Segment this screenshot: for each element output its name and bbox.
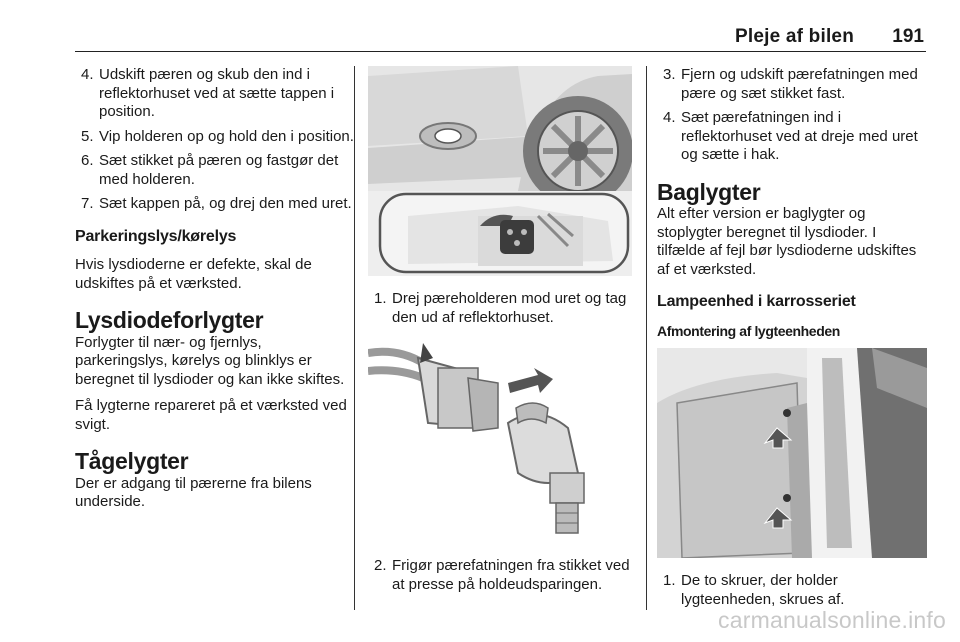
figure-fog-lamp-access: [368, 66, 632, 276]
list-item: 7. Sæt kappen på, og drej den med uret.: [81, 195, 352, 212]
paragraph: Få lygterne repareret på et værksted ved svigt.: [75, 397, 347, 433]
page-header: [75, 26, 926, 52]
column-divider: [646, 66, 647, 610]
figure-bulb-connector: [368, 333, 632, 545]
list-item: 1. Drej pæreholderen mod uret og tag den ud af reflektorhuset.: [374, 290, 627, 326]
page-number: 191: [892, 26, 924, 47]
list-item: 4. Sæt pærefatningen ind i reflektorhuset ved at dreje med uret og sætte i hak.: [663, 109, 918, 163]
heading-parking-lights: Parkeringslys/kørelys: [75, 227, 237, 245]
column-1: [75, 66, 355, 520]
step-list: [657, 572, 927, 609]
list-item: 4. Udskift pæren og skub den ind i reflektorhuset ved at sætte tappen i position.: [81, 66, 335, 120]
list-item: 5. Vip holderen op og hold den i position.: [81, 127, 354, 145]
heading-dismount: Afmontering af lygteenheden: [657, 322, 840, 339]
heading-body-lamp-unit: Lampeenhed i karrosseriet: [657, 293, 856, 310]
figure-tail-lamp-screws: [657, 348, 927, 558]
paragraph: Forlygter til nær- og fjernlys, parkeringslys, kørelys og blinklys er beregnet til lysdioder og kan ikke skiftes.: [75, 333, 345, 388]
list-item: 2. Frigør pærefatningen fra stikket ved at presse på holdeudsparingen.: [374, 557, 630, 593]
step-list: [368, 290, 632, 327]
list-item: 3. Fjern og udskift pærefatningen med pære og sæt stikket fast.: [663, 66, 918, 102]
step-list: [368, 557, 632, 594]
fog-lamp-illustration: [368, 66, 632, 276]
list-item: 1. De to skruer, der holder lygteenheden, skrues af.: [663, 572, 845, 608]
heading-tail-lights: Baglygter: [657, 178, 761, 205]
column-2: [368, 66, 632, 600]
section-title: Pleje af bilen: [735, 26, 854, 47]
tail-lamp-illustration: [657, 348, 927, 558]
watermark-text: carmanualsonline.info: [718, 607, 946, 633]
step-list: [75, 66, 355, 214]
paragraph: Alt efter version er baglygter og stoplygter beregnet til lysdioder. I tilfælde af fejl bør lysdioderne udskiftes af et værksted.: [657, 205, 917, 278]
list-item: 6. Sæt stikket på pæren og fastgør det med holderen.: [81, 152, 339, 188]
paragraph: Der er adgang til pærerne fra bilens underside.: [75, 474, 312, 510]
column-3: [657, 66, 927, 615]
heading-led-headlights: Lysdiodeforlygter: [75, 307, 264, 333]
step-list: [657, 66, 927, 165]
bulb-connector-illustration: [368, 333, 632, 545]
heading-fog-lights: Tågelygter: [75, 448, 189, 474]
paragraph: Hvis lysdioderne er defekte, skal de udskiftes på et værksted.: [75, 256, 312, 292]
